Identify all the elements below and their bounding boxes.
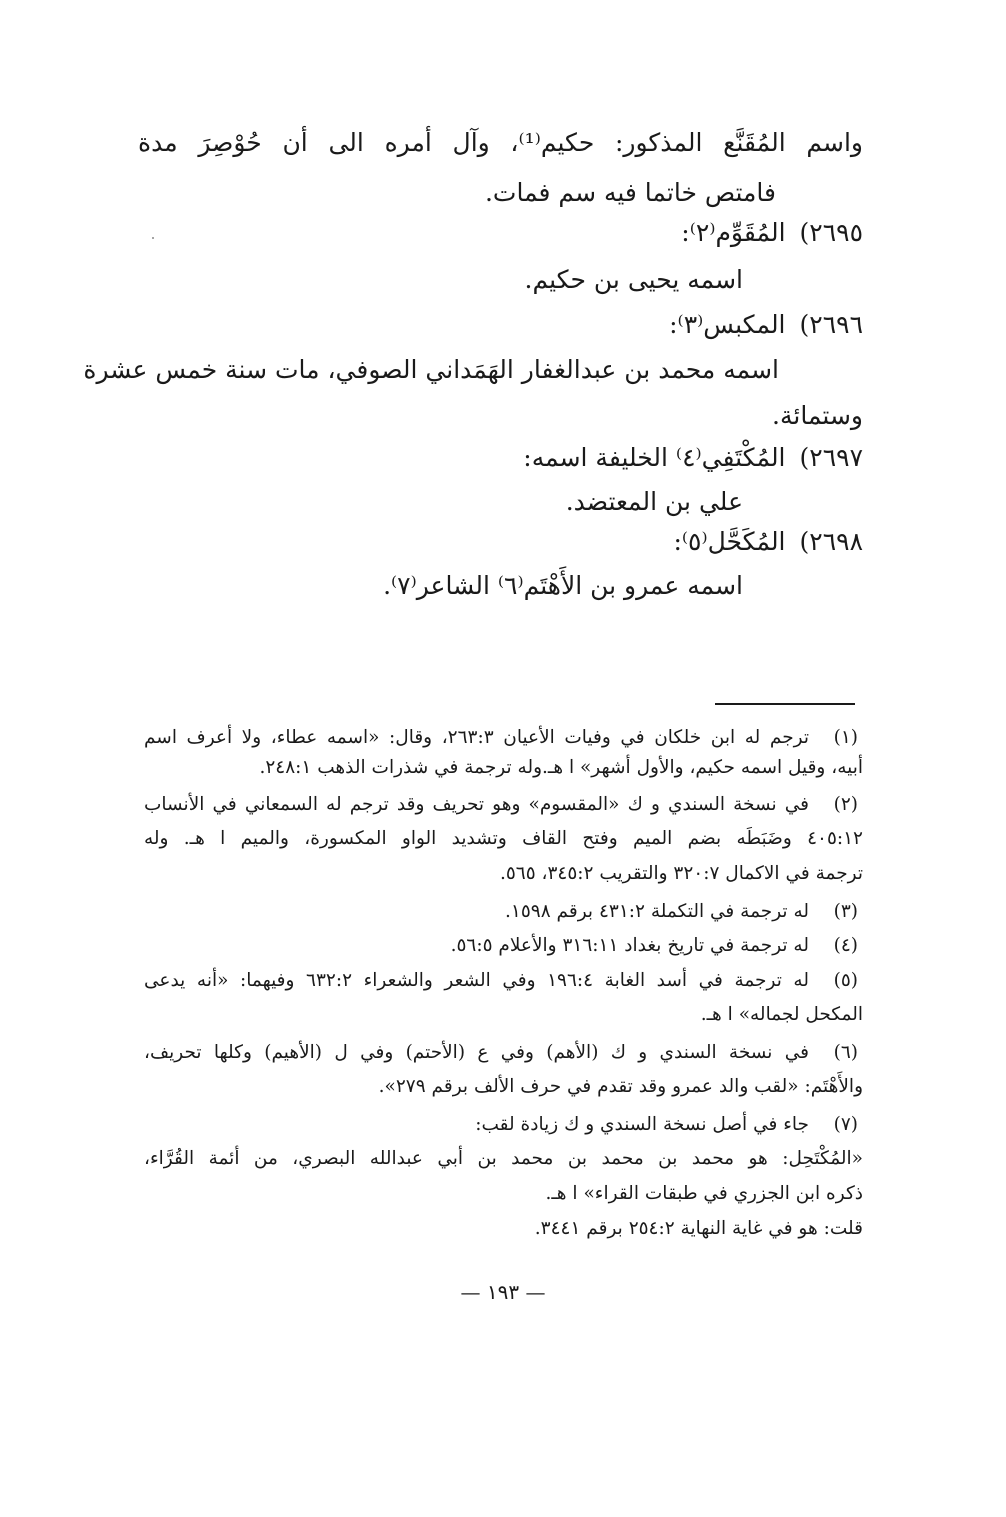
entry-body: علي بن المعتضد. xyxy=(565,487,743,516)
entry-body: وستمائة. xyxy=(772,401,863,430)
entry-number: ٢٦٩٨) xyxy=(799,527,863,556)
footnote-line: ٤٠٥:١٢ وضَبَطَه بضم الميم وفتح القاف وتشديد الواو المكسورة، والميم ا هـ. وله xyxy=(144,828,863,849)
entry-body: اسمه محمد بن عبدالغفار الهَمَداني الصوفي، مات سنة خمس عشرة xyxy=(83,355,779,384)
entry-title: المُكَحَّل⁽٥⁾: xyxy=(673,527,786,556)
paragraph-line: فامتص خاتما فيه سم فمات. xyxy=(484,178,776,207)
footnote-line: أبيه، وقيل اسمه حكيم، والأول أشهر» ا هـ.وله ترجمة في شذرات الذهب ٢٤٨:١. xyxy=(259,757,863,778)
entry-number: ٢٦٩٧) xyxy=(799,443,863,472)
entry-body: اسمه عمرو بن الأَهْتَم⁽٦⁾ الشاعر⁽٧⁾. xyxy=(383,571,743,600)
entry-heading xyxy=(681,218,863,248)
footnote-marker: (٣) xyxy=(833,901,858,922)
footnote-line: ترجم له ابن خلكان في وفيات الأعيان ٢٦٣:٣، وقال: «اسمه عطاء، ولا أعرف اسم xyxy=(144,727,809,748)
footnote-line: قلت: هو في غاية النهاية ٢٥٤:٢ برقم ٣٤٤١. xyxy=(534,1218,863,1239)
entry-number: ٢٦٩٥) xyxy=(799,218,863,247)
footnote-line: في نسخة السندي و ك (الأهم) وفي ع (الأحتم) وفي ل (الأهيم) وكلها تحريف، xyxy=(144,1042,809,1063)
footnote-marker: (٧) xyxy=(833,1114,858,1135)
entry-title: المُكْتَفِي⁽٤⁾ الخليفة اسمه: xyxy=(523,443,786,472)
entry-number: ٢٦٩٦) xyxy=(799,310,863,339)
entry-body: اسمه يحيى بن حكيم. xyxy=(524,265,743,294)
footnote-marker: (٢) xyxy=(833,794,858,815)
footnote-line: له ترجمة في أسد الغابة ١٩٦:٤ وفي الشعر والشعراء ٦٣٢:٢ وفيهما: «أنه يدعى xyxy=(144,970,809,991)
footnote-separator xyxy=(715,703,855,705)
entry-heading xyxy=(669,310,863,340)
page-number: — ١٩٣ — xyxy=(460,1280,546,1304)
footnote-line: ذكره ابن الجزري في طبقات القراء» ا هـ. xyxy=(545,1183,863,1204)
entry-title: المُقَوِّم⁽٢⁾: xyxy=(681,218,786,247)
footnote-marker: (٥) xyxy=(833,970,858,991)
footnote-marker: (٦) xyxy=(833,1042,858,1063)
entry-title: المكبس⁽٣⁾: xyxy=(669,310,786,339)
footnote-line: له ترجمة في تاريخ بغداد ٣١٦:١١ والأعلام ٥٦:٥. xyxy=(450,935,809,956)
footnote-line: والأَهْتَم: «لقب والد عمرو وقد تقدم في حرف الألف برقم ٢٧٩». xyxy=(378,1076,863,1097)
paragraph-line: واسم المُقَنَّع المذكور: حكيم⁽¹⁾، وآل أمره الى أن حُوْصِرَ مدة xyxy=(138,128,863,157)
entry-heading xyxy=(523,443,863,473)
entry-heading xyxy=(673,527,863,557)
speck xyxy=(152,237,154,239)
footnote-line: المكحل لجماله» ا هـ. xyxy=(700,1004,863,1025)
footnote-marker: (٤) xyxy=(833,935,858,956)
footnote-line: ترجمة في الاكمال ٣٢٠:٧ والتقريب ٣٤٥:٢، ٥٦٥. xyxy=(499,863,863,884)
footnote-marker: (١) xyxy=(833,727,858,748)
footnote-line: «المُكْتَحِل: هو محمد بن محمد بن محمد بن أبي عبدالله البصري، من أئمة القُرَّاء، xyxy=(144,1148,863,1169)
footnote-line: جاء في أصل نسخة السندي و ك زيادة لقب: xyxy=(475,1114,809,1135)
footnote-line: له ترجمة في التكملة ٤٣١:٢ برقم ١٥٩٨. xyxy=(505,901,809,922)
footnote-line: في نسخة السندي و ك «المقسوم» وهو تحريف وقد ترجم له السمعاني في الأنساب xyxy=(144,794,809,815)
